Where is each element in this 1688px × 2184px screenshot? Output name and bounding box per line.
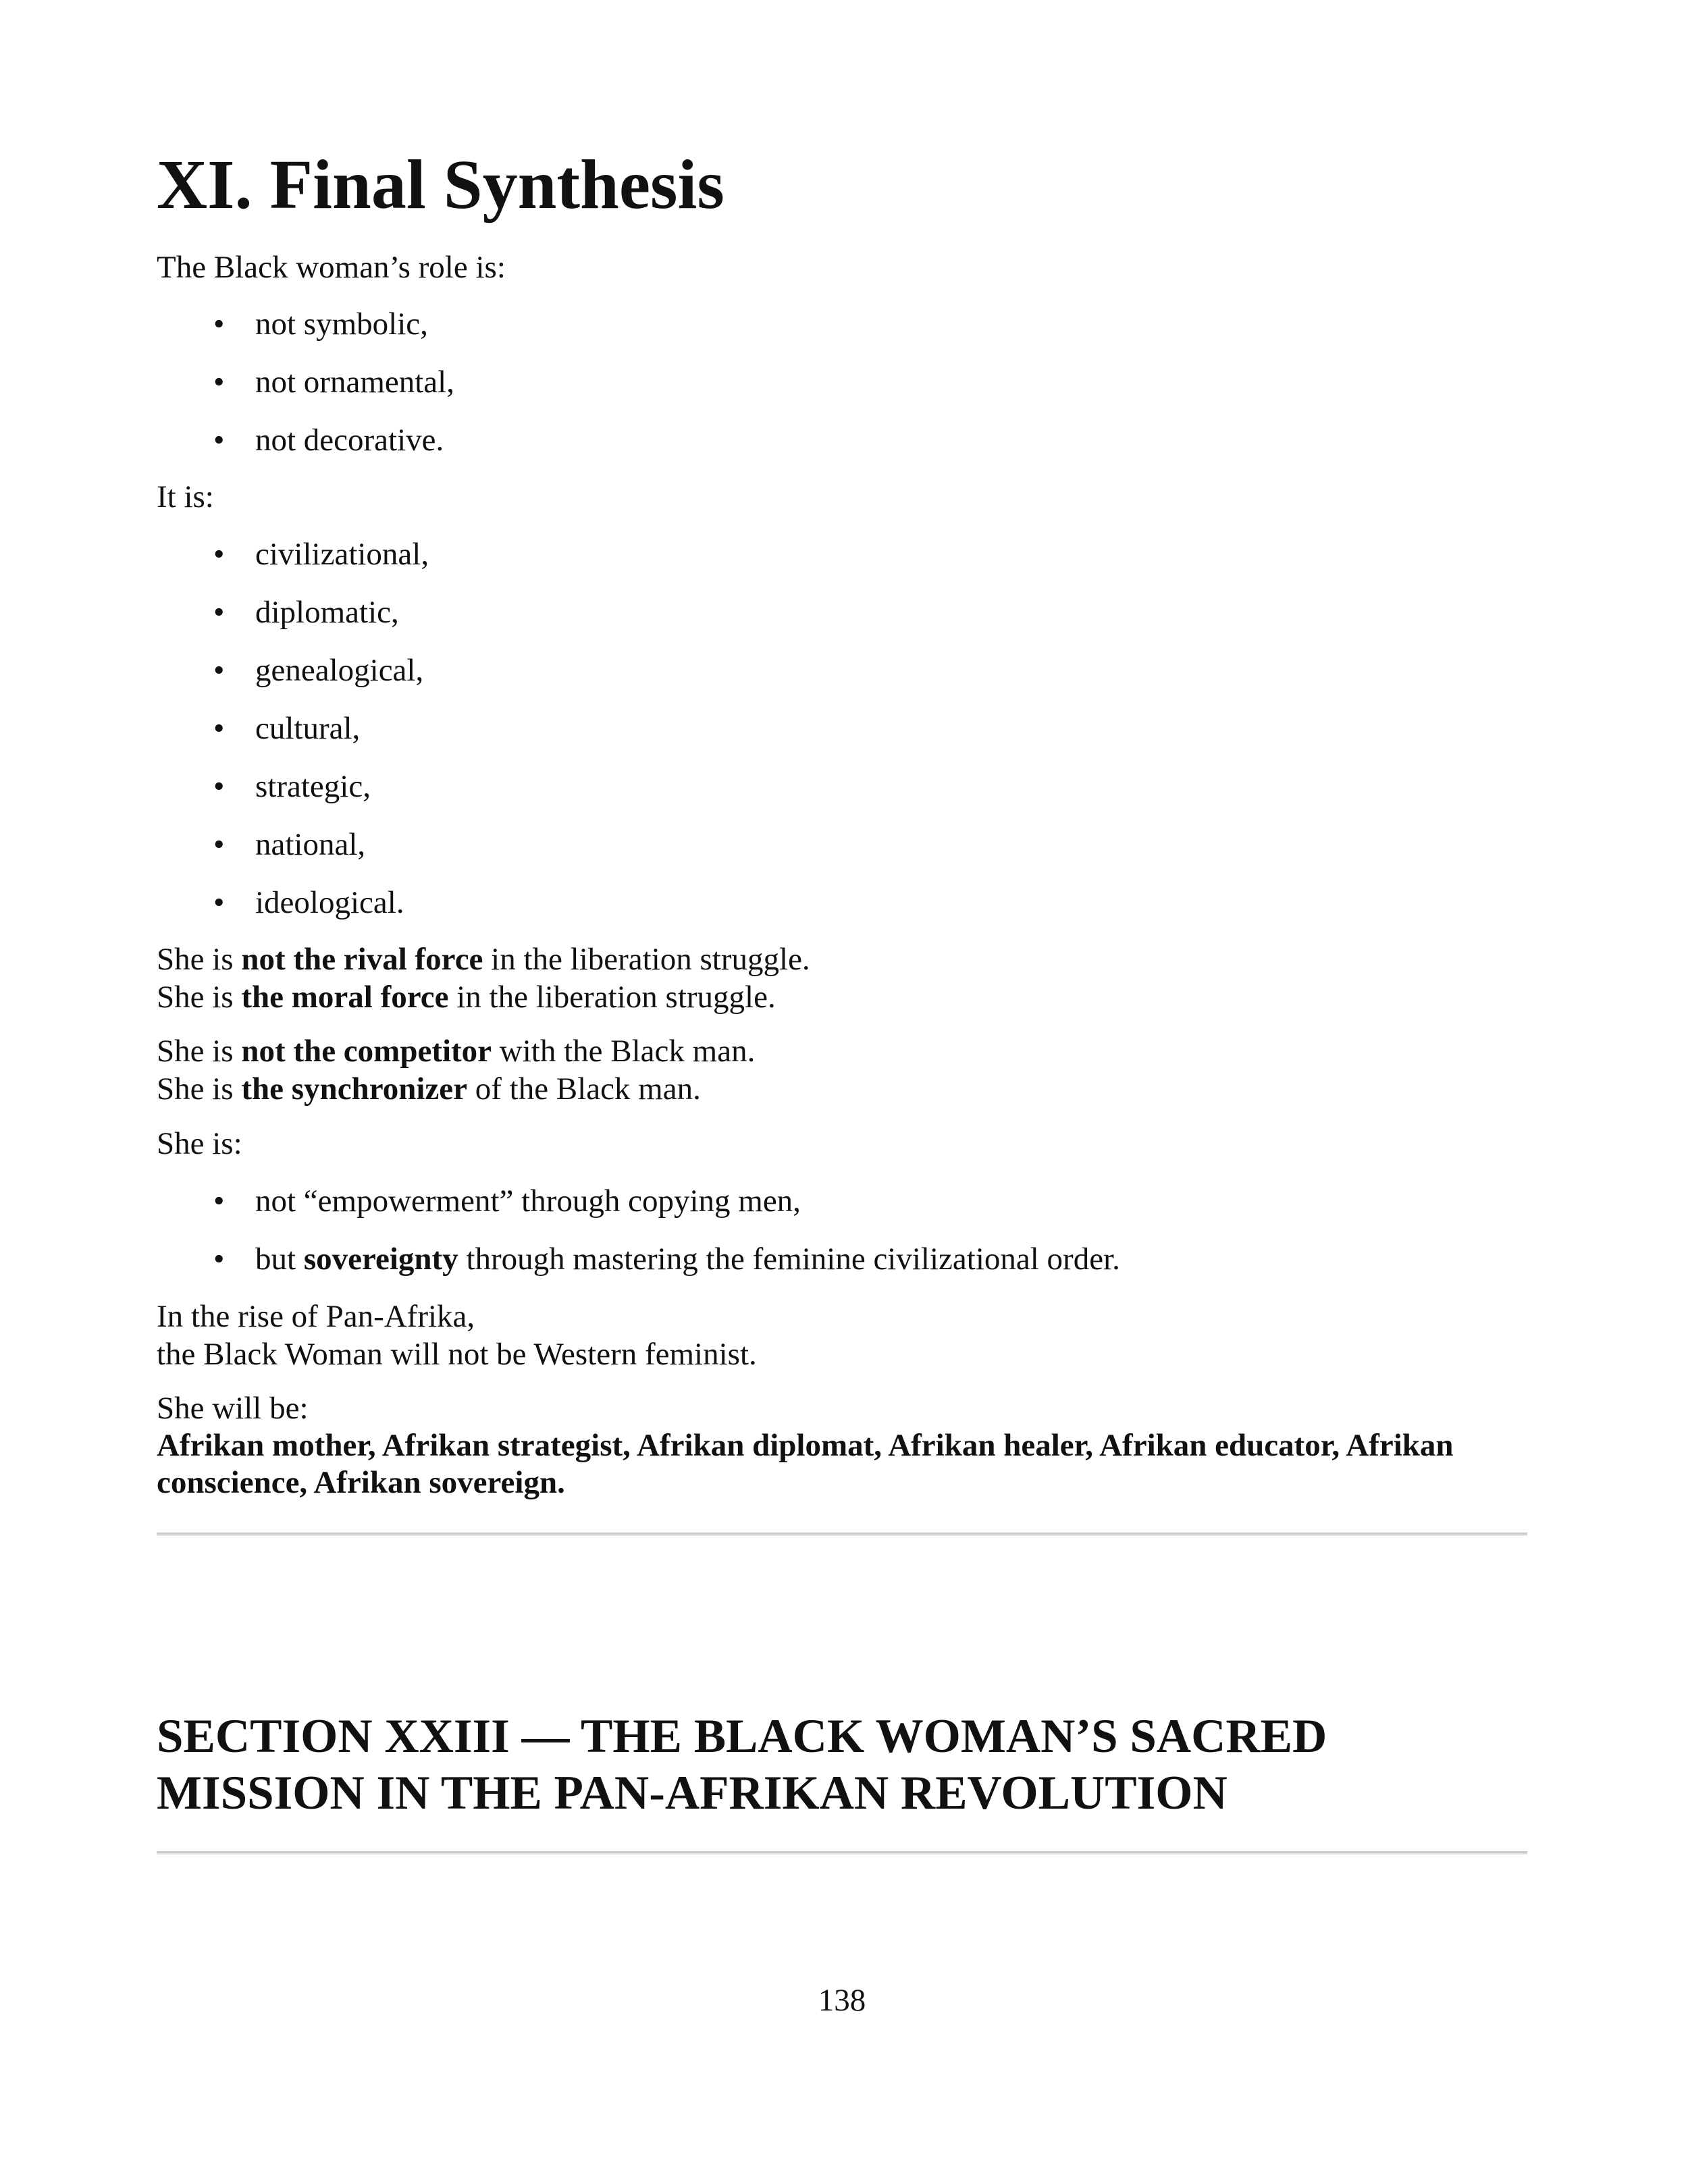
list-item: • not symbolic,	[213, 307, 428, 342]
she-is-text: She is:	[157, 1126, 242, 1161]
bullet-icon: •	[213, 1183, 225, 1219]
rise-line-2: the Black Woman will not be Western feminist.	[157, 1337, 757, 1372]
intro-text: The Black woman’s role is:	[157, 250, 506, 285]
list-item: • but sovereignty through mastering the feminine civilizational order.	[213, 1242, 1120, 1277]
moral-force-line: She is the moral force in the liberation struggle.	[157, 980, 776, 1015]
bullet-icon: •	[213, 365, 225, 400]
list-item: • not “empowerment” through copying men,	[213, 1183, 801, 1219]
bullet-icon: •	[213, 595, 225, 630]
list-item: • diplomatic,	[213, 595, 399, 630]
bullet-icon: •	[213, 769, 225, 804]
list-item: • strategic,	[213, 769, 371, 804]
list-item: • national,	[213, 827, 366, 862]
roles-line-2: conscience, Afrikan sovereign.	[157, 1465, 565, 1500]
page-number: 138	[818, 1983, 866, 2018]
horizontal-divider	[157, 1533, 1527, 1536]
bullet-icon: •	[213, 537, 225, 572]
rival-force-line: She is not the rival force in the liberation struggle.	[157, 942, 810, 977]
bullet-icon: •	[213, 885, 225, 920]
bullet-icon: •	[213, 307, 225, 342]
bullet-icon: •	[213, 653, 225, 688]
section-heading: XI. Final Synthesis	[157, 146, 724, 223]
bullet-icon: •	[213, 827, 225, 862]
roles-line-1: Afrikan mother, Afrikan strategist, Afrikan diplomat, Afrikan healer, Afrikan educator, Afrikan	[157, 1428, 1454, 1463]
list-item: • not decorative.	[213, 423, 444, 458]
bullet-icon: •	[213, 711, 225, 746]
it-is-text: It is:	[157, 479, 214, 514]
bullet-icon: •	[213, 423, 225, 458]
synchronizer-line: She is the synchronizer of the Black man.	[157, 1071, 701, 1107]
will-be-text: She will be:	[157, 1391, 309, 1426]
bullet-icon: •	[213, 1242, 225, 1277]
horizontal-divider	[157, 1851, 1527, 1855]
competitor-line: She is not the competitor with the Black man.	[157, 1034, 756, 1069]
document-page	[157, 0, 1527, 2184]
list-item: • genealogical,	[213, 653, 424, 688]
list-item: • ideological.	[213, 885, 404, 920]
list-item: • not ornamental,	[213, 365, 454, 400]
list-item: • civilizational,	[213, 537, 429, 572]
rise-line-1: In the rise of Pan-Afrika,	[157, 1299, 475, 1334]
list-item: • cultural,	[213, 711, 361, 746]
section-title: SECTION XXIII — THE BLACK WOMAN’S SACRED MISSION IN THE PAN-AFRIKAN REVOLUTION	[157, 1710, 1327, 1819]
